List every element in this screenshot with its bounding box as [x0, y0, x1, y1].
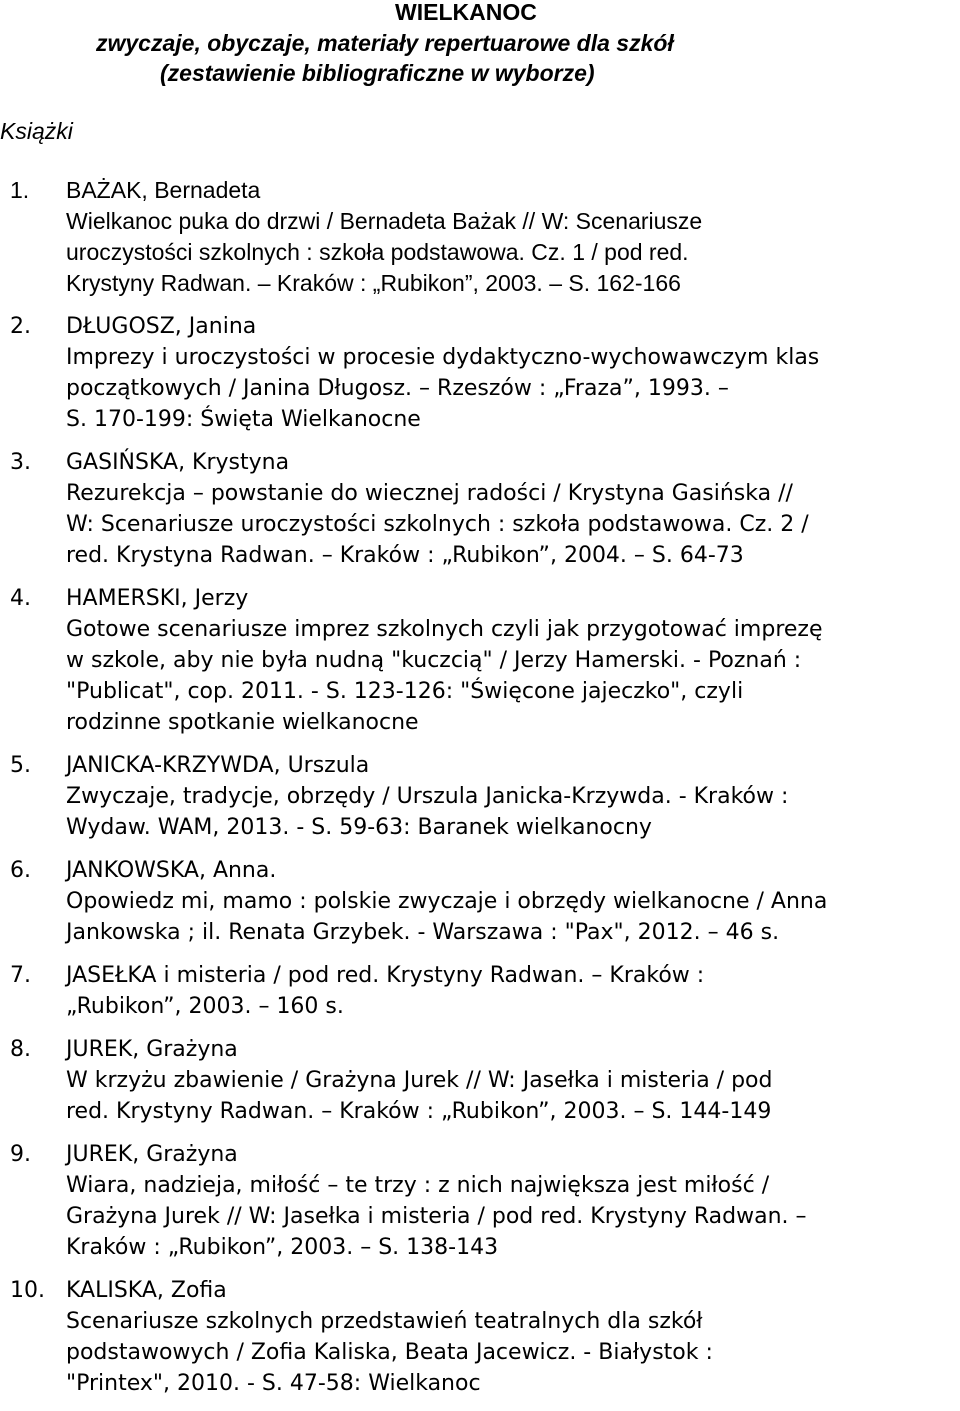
entry-text-line: „Rubikon”, 2003. – 160 s. — [66, 994, 344, 1019]
entry-text-line: Zwyczaje, tradycje, obrzędy / Urszula Janicka-Krzywda. - Kraków : — [66, 784, 789, 809]
list-item — [0, 1139, 960, 1263]
list-item — [0, 1275, 960, 1399]
list-item — [0, 583, 960, 738]
entry-author: JUREK, Grażyna — [66, 1142, 238, 1167]
section-heading: Książki — [0, 118, 73, 144]
list-item-number: 4. — [10, 586, 31, 611]
entry-text-line: rodzinne spotkanie wielkanocne — [66, 710, 419, 735]
list-item — [0, 855, 960, 948]
entry-author: HAMERSKI, Jerzy — [66, 586, 249, 611]
entry-text-line: Wielkanoc puka do drzwi / Bernadeta Bażak // W: Scenariusze — [66, 208, 703, 234]
entry-author: KALISKA, Zofia — [66, 1278, 227, 1303]
entry-author: DŁUGOSZ, Janina — [66, 314, 257, 339]
entry-author: BAŻAK, Bernadeta — [66, 177, 261, 203]
entry-text-line: Grażyna Jurek // W: Jasełka i misteria / pod red. Krystyny Radwan. – — [66, 1204, 807, 1229]
list-item — [0, 750, 960, 843]
entry-text-line: Opowiedz mi, mamo : polskie zwyczaje i obrzędy wielkanocne / Anna — [66, 889, 828, 914]
list-item-number: 7. — [10, 963, 31, 988]
list-item-number: 2. — [10, 314, 31, 339]
list-item-number: 1. — [10, 177, 30, 203]
list-item-number: 10. — [10, 1278, 45, 1303]
entry-text-line: Gotowe scenariusze imprez szkolnych czyli jak przygotować imprezę — [66, 617, 823, 642]
page-note: (zestawienie bibliograficzne w wyborze) — [160, 60, 595, 86]
page-title: WIELKANOC — [395, 0, 537, 25]
entry-text-line: W krzyżu zbawienie / Grażyna Jurek // W: Jasełka i misteria / pod — [66, 1068, 773, 1093]
page-subtitle: zwyczaje, obyczaje, materiały repertuarowe dla szkół — [96, 30, 674, 56]
bibliography-list — [0, 175, 960, 1411]
entry-text-line: S. 170-199: Święta Wielkanocne — [66, 407, 421, 432]
entry-text-line: uroczystości szkolnych : szkoła podstawowa. Cz. 1 / pod red. — [66, 239, 689, 265]
entry-text-line: Rezurekcja – powstanie do wiecznej radości / Krystyna Gasińska // — [66, 481, 793, 506]
entry-text-line: Jankowska ; il. Renata Grzybek. - Warszawa : "Pax", 2012. – 46 s. — [66, 920, 780, 945]
entry-author: JANICKA-KRZYWDA, Urszula — [66, 753, 370, 778]
list-item — [0, 447, 960, 571]
entry-author: GASIŃSKA, Krystyna — [66, 450, 290, 475]
list-item-number: 5. — [10, 753, 31, 778]
entry-text-line: Imprezy i uroczystości w procesie dydaktyczno-wychowawczym klas — [66, 345, 820, 370]
entry-text-line: W: Scenariusze uroczystości szkolnych : szkoła podstawowa. Cz. 2 / — [66, 512, 809, 537]
entry-text-line: red. Krystyna Radwan. – Kraków : „Rubikon”, 2004. – S. 64-73 — [66, 543, 744, 568]
list-item-number: 8. — [10, 1037, 31, 1062]
list-item-number: 9. — [10, 1142, 31, 1167]
entry-author: JANKOWSKA, Anna. — [66, 858, 277, 883]
entry-text-line: "Publicat", cop. 2011. - S. 123-126: "Święcone jajeczko", czyli — [66, 679, 744, 704]
entry-text-line: Scenariusze szkolnych przedstawień teatralnych dla szkół — [66, 1309, 703, 1334]
entry-author: JUREK, Grażyna — [66, 1037, 238, 1062]
list-item-number: 6. — [10, 858, 31, 883]
list-item — [0, 960, 960, 1022]
entry-text-line: początkowych / Janina Długosz. – Rzeszów : „Fraza”, 1993. – — [66, 376, 729, 401]
list-item-number: 3. — [10, 450, 31, 475]
entry-text-line: w szkole, aby nie była nudną "kuczcią" / Jerzy Hamerski. - Poznań : — [66, 648, 802, 673]
entry-text-line: Krystyny Radwan. – Kraków : „Rubikon”, 2003. – S. 162-166 — [66, 270, 681, 296]
entry-author: JASEŁKA i misteria / pod red. Krystyny Radwan. – Kraków : — [66, 963, 705, 988]
entry-text-line: red. Krystyny Radwan. – Kraków : „Rubikon”, 2003. – S. 144-149 — [66, 1099, 772, 1124]
entry-text-line: podstawowych / Zofia Kaliska, Beata Jacewicz. - Białystok : — [66, 1340, 713, 1365]
list-item — [0, 1034, 960, 1127]
entry-text-line: Kraków : „Rubikon”, 2003. – S. 138-143 — [66, 1235, 499, 1260]
entry-text-line: Wydaw. WAM, 2013. - S. 59-63: Baranek wielkanocny — [66, 815, 652, 840]
entry-text-line: "Printex", 2010. - S. 47-58: Wielkanoc — [66, 1371, 481, 1396]
list-item — [0, 311, 960, 435]
entry-text-line: Wiara, nadzieja, miłość – te trzy : z nich największa jest miłość / — [66, 1173, 770, 1198]
list-item — [0, 175, 960, 299]
